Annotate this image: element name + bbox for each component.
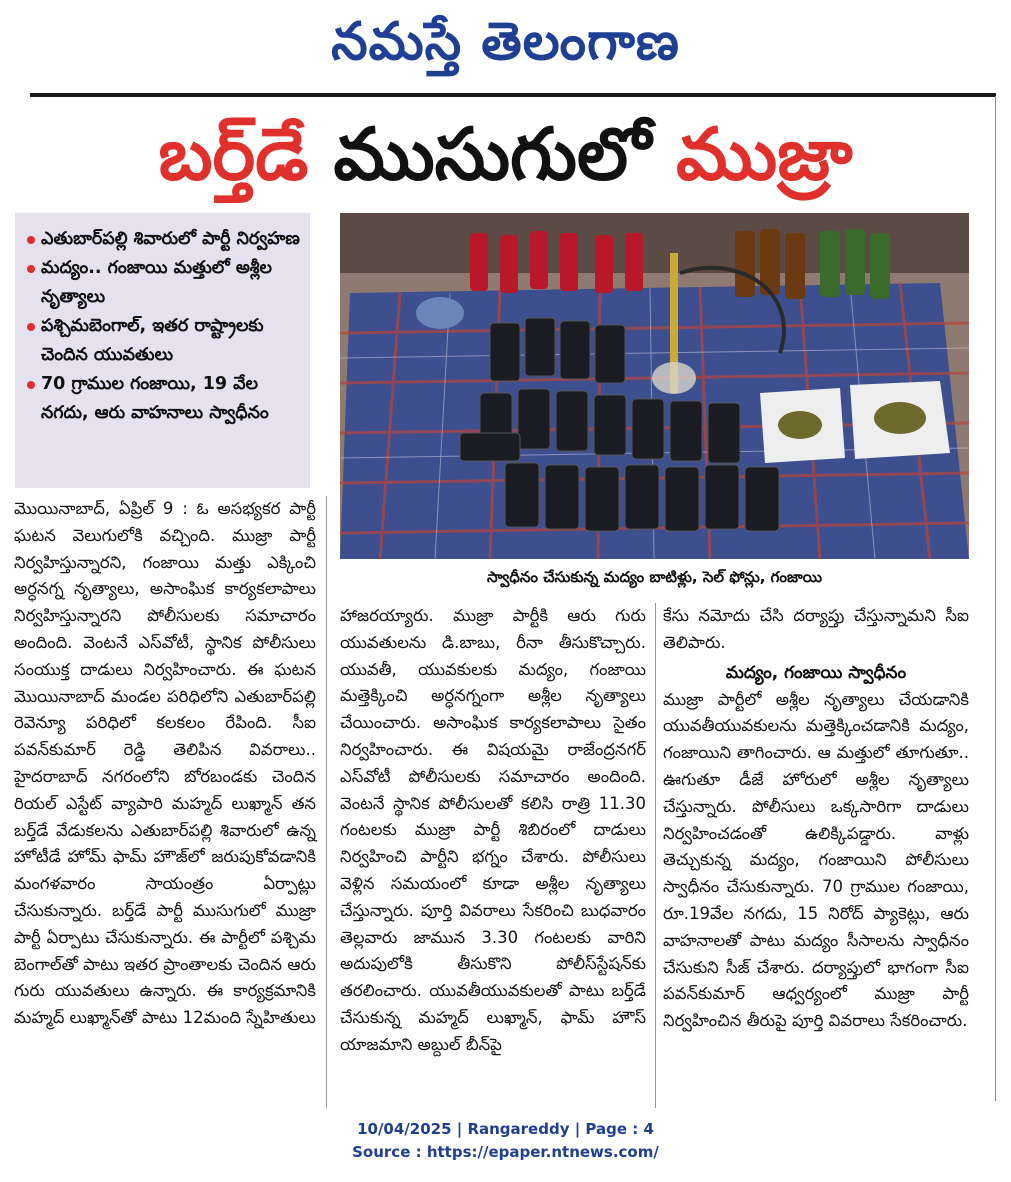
- bullet-icon: [27, 323, 35, 331]
- article-column-3: [663, 603, 969, 1035]
- bullet-icon: [27, 236, 35, 244]
- highlight-item: [27, 225, 302, 254]
- bullet-icon: [27, 381, 35, 389]
- highlight-text: 70 గ్రాముల గంజాయి, 19 వేల నగదు, ఆరు వాహనాలు స్వాధీనం: [41, 374, 269, 423]
- headline: [0, 100, 1011, 208]
- highlight-text: పశ్చిమబెంగాల్, ఇతర రాష్ట్రాలకు చెందిన యువతులు: [41, 316, 264, 365]
- column-divider: [326, 496, 327, 1108]
- highlight-item: [27, 370, 302, 428]
- footer-source-link[interactable]: Source : https://epaper.ntnews.com/: [352, 1143, 659, 1161]
- highlight-item: [27, 312, 302, 370]
- article-column-1: [14, 496, 316, 1032]
- article-text: హాజరయ్యారు. ముజ్రా పార్టీకి ఆరు గురు యువతులను డి.బాబు, రీనా తీసుకొచ్చారు. యువతీ, యువకులకు మద్యం, గంజాయి మత్తెక్కించి అర్ధనగ్నంగా అశ్లీల నృత్యాలు చేయించారు. అసాంఘిక కార్యకలాపాలు సైతం నిర్వహించారు. ఈ విషయమై రాజేంద్రనగర్ ఎస్‌వోటీ పోలీసులకు సమాచారం అందింది. వెంటనే స్థానిక పోలీసులతో కలిసి రాత్రి 11.30 గంటలకు ముజ్రా పార్టీ శిబిరంలో దాడులు నిర్వహించి పార్టీని భగ్నం చేశారు. పోలీసులు వెళ్లిన సమయంలో కూడా అశ్లీల నృత్యాలు చేస్తున్నారు. పూర్తి వివరాలు సేకరించి బుధవారం తెల్లవారు జామున 3.30 గంటలకు వారిని అదుపులోకి తీసుకొని పోలీస్‌స్టేషన్‌కు తరలించారు. యువతీయువకులతో పాటు బర్త్‌డే చేసుకున్న మహ్మద్ లుఖ్మాన్, ఫామ్ హౌస్ యాజమాని అబ్దుల్ బీన్‌పై: [340, 606, 646, 1054]
- article-text: మొయినాబాద్, ఏప్రిల్ 9 : ఓ అసభ్యకర పార్టీ ఘటన వెలుగులోకి వచ్చింది. ముజ్రా పార్టీ నిర్వహిస్తున్నారని, గంజాయి మత్తు ఎక్కించి అర్ధనగ్న నృత్యాలు, అసాంఘిక కార్యకలాపాలు నిర్వహిస్తున్నారని పోలీసులకు సమాచారం అందింది. వెంటనే ఎస్‌వోటీ, స్థానిక పోలీసులు సంయుక్త దాడులు నిర్వహించారు. ఈ ఘటన మొయినాబాద్ మండల పరిధిలోని ఎతుబార్‌పల్లి రెవెన్యూ పరిధిలో కలకలం రేపింది. సీఐ పవన్‌కుమార్ రెడ్డి తెలిపిన వివరాలు.. హైదరాబాద్ నగరంలోని బోరబండకు చెందిన రియల్ ఎస్టేట్ వ్యాపారి మహ్మద్ లుఖ్మాన్ తన బర్త్‌డే వేడుకలను ఎతుబార్‌పల్లి శివారులో ఉన్న హోటీడే హోమ్ ఫామ్ హౌజ్‌లో జరుపుకోవడానికి మంగళవారం సాయంత్రం ఏర్పాట్లు చేసుకున్నారు. బర్త్‌డే పార్టీ ముసుగులో ముజ్రా పార్టీ ఏర్పాటు చేసుకున్నారు. ఈ పార్టీలో పశ్చిమ బెంగాల్‌తో పాటు ఇతర ప్రాంతాలకు చెందిన ఆరు గురు యువతులు ఉన్నారు. ఈ కార్యక్రమానికి మహ్మద్ లుఖ్మాన్‌తో పాటు 12మంది స్నేహితులు: [14, 499, 316, 1028]
- page-right-rule: [995, 96, 996, 1101]
- article-text: ముజ్రా పార్టీలో అశ్లీల నృత్యాలు చేయడానికి యువతీయువకులను మత్తెక్కించడానికి మద్యం, గంజాయిని తాగించారు. ఆ మత్తులో తూగుతూ.. ఊగుతూ డీజే హోరులో అశ్లీల నృత్యాలు చేస్తున్నారు. పోలీసులు ఒక్కసారిగా దాడులు నిర్వహించడంతో ఉలిక్కిపడ్డారు. వాళ్లు తెచ్చుకున్న మద్యం, గంజాయిని పోలీసులు స్వాధీనం చేసుకున్నారు. 70 గ్రాముల గంజాయి, రూ.19వేల నగదు, 15 నిరోద్ ప్యాకెట్లు, ఆరు వాహనాలతో పాటు మద్యం సీసాలను స్వాధీనం చేసుకుని సీజ్ చేశారు. దర్యాప్తులో భాగంగా సీఐ పవన్‌కుమార్ ఆధ్వర్యంలో ముజ్రా పార్టీ నిర్వహించిన తీరుపై పూర్తి వివరాలు సేకరించారు.: [663, 689, 969, 1031]
- seized-items-photo: [340, 213, 969, 559]
- footer-edition-info: 10/04/2025 | Rangareddy | Page : 4: [357, 1120, 654, 1138]
- article-column-2: [340, 603, 646, 1059]
- masthead-rule: [30, 93, 996, 97]
- highlight-text: మద్యం.. గంజాయి మత్తులో అశ్లీల నృత్యాలు: [41, 258, 272, 307]
- subheading: మద్యం, గంజాయి స్వాధీనం: [725, 662, 907, 683]
- highlight-text: ఎతుబార్‌పల్లి శివారులో పార్టీ నిర్వహణ: [41, 229, 300, 249]
- column-divider: [655, 603, 656, 1108]
- headline-part3: ముజ్రా: [676, 112, 853, 196]
- bullet-icon: [27, 265, 35, 273]
- headline-part1: బర్త్‌డే: [158, 112, 309, 196]
- footer: [0, 1118, 1011, 1164]
- highlight-item: [27, 254, 302, 312]
- photo-illustration: [340, 213, 969, 559]
- photo-caption: స్వాధీనం చేసుకున్న మద్యం బాటిళ్లు, సెల్ ఫోన్లు, గంజాయి: [486, 568, 823, 586]
- highlights-box: [15, 213, 310, 488]
- headline-part2: ముసుగులో: [333, 112, 652, 196]
- masthead: నమస్తే తెలంగాణ: [331, 12, 680, 72]
- article-text: కేసు నమోదు చేసి దర్యాప్తు చేస్తున్నామని సీఐ తెలిపారు.: [663, 606, 969, 652]
